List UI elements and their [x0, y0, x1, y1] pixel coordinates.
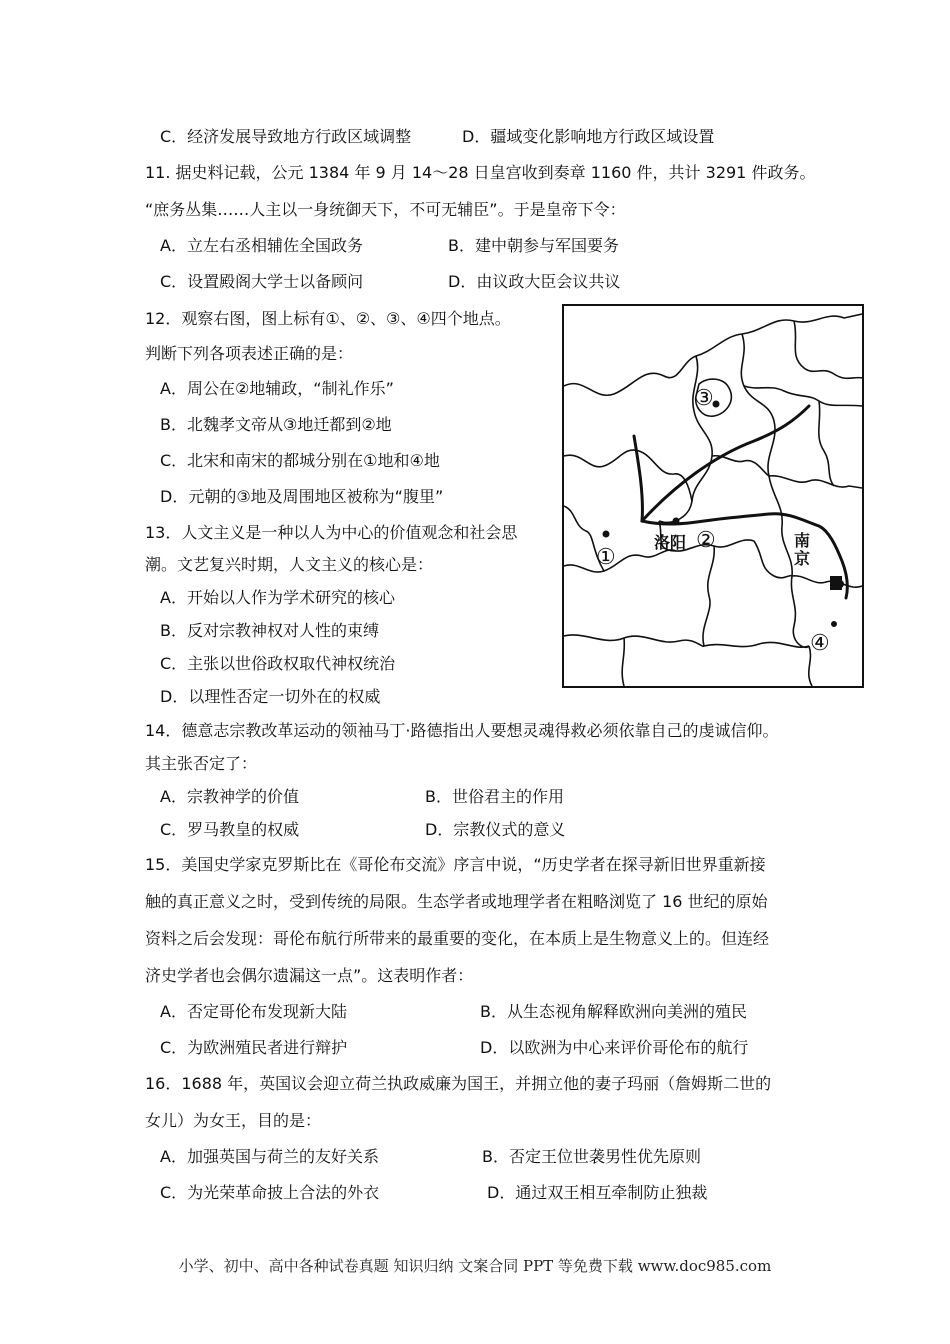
map-label-3: ③	[694, 386, 714, 411]
dot-location-4	[831, 621, 837, 627]
q10-option-d: D．疆域变化影响地方行政区域设置	[462, 127, 715, 146]
q16-stem-line2: 女儿）为女王，目的是：	[145, 1111, 322, 1130]
q15-option-a: A．否定哥伦布发现新大陆	[160, 1002, 347, 1021]
q13-stem-line1: 13．人文主义是一种以人为中心的价值观念和社会思	[145, 523, 518, 542]
river-lines	[634, 406, 847, 598]
page-footer: 小学、初中、高中各种试卷真题 知识归纳 文案合同 PPT 等免费下载 www.doc985.com	[178, 1257, 772, 1275]
q13-option-b: B．反对宗教神权对人性的束缚	[160, 621, 379, 640]
q11-option-b: B．建中朝参与军国要务	[448, 236, 619, 255]
dot-location-1	[603, 531, 610, 538]
q15-stem-line1: 15．美国史学家克罗斯比在《哥伦布交流》序言中说，“历史学者在探寻新旧世界重新接	[145, 855, 766, 874]
q11-stem-line1: 11. 据史料记载，公元 1384 年 9 月 14～28 日皇宫收到奏章 1160 件，共计 3291 件政务。	[145, 163, 816, 182]
q12-option-d: D．元朝的③地及周围地区被称为“腹里”	[160, 487, 444, 506]
q16-option-c: C．为光荣革命披上合法的外衣	[160, 1183, 380, 1202]
q12-option-a: A．周公在②地辅政，“制礼作乐”	[160, 379, 394, 398]
q14-option-b: B．世俗君主的作用	[425, 787, 564, 806]
q10-option-c: C．经济发展导致地方行政区域调整	[160, 127, 412, 146]
map-label-1: ①	[596, 545, 616, 570]
q14-option-a: A．宗教神学的价值	[160, 787, 299, 806]
q12-stem-line1: 12．观察右图，图上标有①、②、③、④四个地点。	[145, 309, 511, 328]
q15-option-c: C．为欧洲殖民者进行辩护	[160, 1038, 348, 1057]
map-label-4: ④	[810, 631, 830, 656]
q11-option-d: D．由议政大臣会议共议	[448, 272, 621, 291]
q11-stem-line2: “庶务丛集……人主以一身统御天下，不可无辅臣”。于是皇帝下令：	[145, 200, 626, 219]
q14-stem-line1: 14．德意志宗教改革运动的领袖马丁·路德指出人要想灵魂得救必须依靠自己的虔诚信仰。	[145, 721, 779, 740]
map-drawing	[564, 306, 862, 686]
q16-option-b: B．否定王位世袭男性优先原则	[482, 1147, 701, 1166]
q11-option-a: A．立左右丞相辅佐全国政务	[160, 236, 363, 255]
q14-stem-line2: 其主张否定了：	[145, 754, 258, 773]
map-label-nanjing-1: 南	[794, 531, 811, 550]
map-label-2: ②	[696, 528, 716, 553]
coast-blot	[830, 576, 842, 590]
map-label-luoyang: 洛阳	[654, 533, 687, 552]
q16-stem-line1: 16．1688 年，英国议会迎立荷兰执政威廉为国王，并拥立他的妻子玛丽（詹姆斯二世的	[145, 1074, 772, 1093]
q14-option-c: C．罗马教皇的权威	[160, 820, 300, 839]
q16-option-d: D．通过双王相互牵制防止独裁	[487, 1183, 708, 1202]
q15-option-b: B．从生态视角解释欧洲向美洲的殖民	[480, 1002, 747, 1021]
dot-luoyang	[673, 518, 680, 525]
q12-option-c: C．北宋和南宋的都城分别在①地和④地	[160, 451, 440, 470]
q15-stem-line3: 资料之后会发现：哥伦布航行所带来的最重要的变化，在本质上是生物意义上的。但连经	[145, 929, 770, 948]
q13-option-a: A．开始以人作为学术研究的核心	[160, 588, 395, 607]
q12-stem-line2: 判断下列各项表述正确的是：	[145, 344, 354, 363]
q13-option-c: C．主张以世俗政权取代神权统治	[160, 654, 396, 673]
q15-option-d: D．以欧洲为中心来评价哥伦布的航行	[480, 1038, 749, 1057]
q15-stem-line4: 济史学者也会偶尔遗漏这一点”。这表明作者：	[145, 966, 474, 985]
historical-map-figure	[562, 304, 864, 688]
q14-option-d: D．宗教仪式的意义	[425, 820, 566, 839]
q11-option-c: C．设置殿阁大学士以备顾问	[160, 272, 364, 291]
q16-option-a: A．加强英国与荷兰的友好关系	[160, 1147, 379, 1166]
q15-stem-line2: 触的真正意义之时，受到传统的局限。生态学者或地理学者在粗略浏览了 16 世纪的原始	[145, 892, 768, 911]
q13-option-d: D．以理性否定一切外在的权威	[160, 687, 381, 706]
q12-option-b: B．北魏孝文帝从③地迁都到②地	[160, 415, 392, 434]
map-label-nanjing-2: 京	[794, 549, 811, 568]
q13-stem-line2: 潮。文艺复兴时期，人文主义的核心是：	[145, 555, 434, 574]
location-dots	[603, 401, 845, 628]
